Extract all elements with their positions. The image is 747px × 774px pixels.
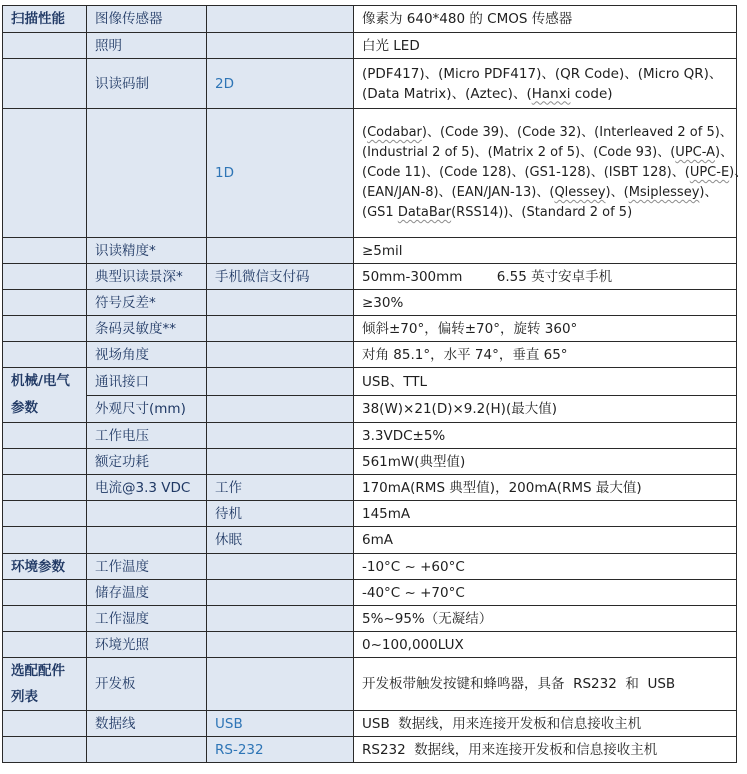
empty-cell (87, 527, 207, 554)
item-value: 38(W)×21(D)×9.2(H)(最大值) (354, 396, 737, 423)
empty-cell (3, 501, 87, 527)
sub-label: USB (207, 711, 354, 737)
item-value: 5%~95%（无凝结） (354, 606, 737, 632)
empty-cell (207, 632, 354, 658)
text-span: DataBar (397, 205, 452, 220)
sub-label: 1D (207, 109, 354, 238)
value-line (362, 84, 736, 104)
item-value: 像素为 640*480 的 CMOS 传感器 (354, 6, 737, 33)
table-row (3, 396, 737, 423)
empty-cell (87, 501, 207, 527)
item-value: ≥5mil (354, 238, 737, 264)
category-line: 选配配件 (11, 663, 65, 679)
table-row (3, 59, 737, 109)
item-value-2d (354, 59, 737, 109)
item-label: 视场角度 (87, 342, 207, 368)
table-row (3, 501, 737, 527)
item-label: 环境光照 (87, 632, 207, 658)
item-value: 561mW(典型值) (354, 449, 737, 475)
item-value: 170mA(RMS 典型值)，200mA(RMS 最大值) (354, 475, 737, 501)
item-label: 通讯接口 (87, 368, 207, 396)
item-label: 条码灵敏度** (87, 316, 207, 342)
empty-cell (3, 59, 87, 109)
text-span: Codabar (367, 125, 422, 140)
empty-cell (87, 737, 207, 763)
empty-cell (87, 109, 207, 238)
item-value: 145mA (354, 501, 737, 527)
item-label: 储存温度 (87, 580, 207, 606)
empty-cell (207, 606, 354, 632)
item-label: 符号反差* (87, 290, 207, 316)
table-row (3, 711, 737, 737)
empty-cell (3, 527, 87, 554)
table-row (3, 580, 737, 606)
item-value: RS232 数据线，用来连接开发板和信息接收主机 (354, 737, 737, 763)
empty-cell (3, 316, 87, 342)
item-value: -10°C ~ +60°C (354, 554, 737, 580)
empty-cell (207, 396, 354, 423)
table-row (3, 368, 737, 396)
table-row (3, 238, 737, 264)
table-row (3, 527, 737, 554)
value-line (362, 203, 736, 223)
empty-cell (207, 33, 354, 59)
value-line (362, 183, 736, 203)
item-label: 识读码制 (87, 59, 207, 109)
text-span: (EAN/JAN-8)、(EAN/JAN-13)、( (362, 185, 555, 200)
text-span: code) (570, 85, 613, 102)
item-value: 倾斜±70°，偏转±70°，旋转 360° (354, 316, 737, 342)
text-span: (Data Matrix)、(Aztec)、( (362, 85, 532, 102)
item-label: 工作温度 (87, 554, 207, 580)
text-span: )、( (605, 185, 629, 200)
text-span: (Code 11)、(Code 128)、(GS1-128)、(ISBT 128)、( (362, 165, 690, 180)
category-scan: 扫描性能 (3, 6, 87, 33)
category-line: 参数 (11, 400, 38, 416)
text-span: (RSS14))、(Standard 2 of 5) (451, 205, 633, 220)
empty-cell (3, 423, 87, 449)
item-value: 开发板带触发按键和蜂鸣器，具备 RS232 和 USB (354, 658, 737, 711)
value-line (362, 143, 736, 163)
text-span: )、 (729, 165, 747, 180)
item-label: 外观尺寸(mm) (87, 396, 207, 423)
sub-label: RS-232 (207, 737, 354, 763)
table-row (3, 290, 737, 316)
empty-cell (3, 580, 87, 606)
table-row (3, 423, 737, 449)
sub-label: 待机 (207, 501, 354, 527)
table-row (3, 33, 737, 59)
value-line (362, 163, 747, 183)
table-row (3, 632, 737, 658)
empty-cell (3, 606, 87, 632)
table-row (3, 554, 737, 580)
empty-cell (3, 449, 87, 475)
empty-cell (207, 290, 354, 316)
table-row (3, 316, 737, 342)
table-row (3, 658, 737, 711)
text-span: ( (362, 125, 368, 140)
table-row (3, 475, 737, 501)
item-label: 额定功耗 (87, 449, 207, 475)
empty-cell (3, 290, 87, 316)
empty-cell (207, 423, 354, 449)
text-span: UPC-A (675, 145, 716, 160)
empty-cell (207, 316, 354, 342)
item-value: USB 数据线，用来连接开发板和信息接收主机 (354, 711, 737, 737)
empty-cell (3, 711, 87, 737)
text-span: Hanxi (531, 85, 571, 102)
table-row (3, 6, 737, 33)
empty-cell (207, 238, 354, 264)
empty-cell (3, 238, 87, 264)
item-label: 典型识读景深* (87, 264, 207, 290)
table-row (3, 737, 737, 763)
sub-label: 手机微信支付码 (207, 264, 354, 290)
sub-label: 2D (207, 59, 354, 109)
item-value: 对角 85.1°，水平 74°，垂直 65° (354, 342, 737, 368)
item-label: 开发板 (87, 658, 207, 711)
item-label: 电流@3.3 VDC (87, 475, 207, 501)
text-span: )、(Code 39)、(Code 32)、(Interleaved 2 of 5)、 (421, 125, 733, 140)
empty-cell (3, 342, 87, 368)
category-line: 列表 (11, 689, 38, 705)
empty-cell (207, 580, 354, 606)
item-value: 3.3VDC±5% (354, 423, 737, 449)
item-value: 6mA (354, 527, 737, 554)
item-label: 照明 (87, 33, 207, 59)
text-span: UPC-E (689, 165, 730, 180)
empty-cell (207, 368, 354, 396)
value-line: (PDF417)、(Micro PDF417)、(QR Code)、(Micro QR)、 (362, 65, 723, 82)
item-value: ≥30% (354, 290, 737, 316)
spec-table (2, 5, 747, 763)
text-span: )、 (715, 145, 734, 160)
empty-cell (3, 109, 87, 238)
value-line (362, 123, 736, 143)
item-value-1d (354, 109, 747, 238)
item-value: 50mm-300mm 6.55 英寸安卓手机 (354, 264, 737, 290)
empty-cell (207, 449, 354, 475)
table-row (3, 342, 737, 368)
empty-cell (3, 475, 87, 501)
empty-cell (3, 632, 87, 658)
sub-label: 工作 (207, 475, 354, 501)
item-value: -40°C ~ +70°C (354, 580, 737, 606)
empty-cell (3, 737, 87, 763)
item-label: 工作湿度 (87, 606, 207, 632)
item-label: 识读精度* (87, 238, 207, 264)
category-accessories (3, 658, 87, 711)
empty-cell (3, 264, 87, 290)
table-row (3, 449, 737, 475)
table-row (3, 109, 737, 238)
empty-cell (207, 6, 354, 33)
item-label: 图像传感器 (87, 6, 207, 33)
empty-cell (207, 658, 354, 711)
item-value: 0~100,000LUX (354, 632, 737, 658)
empty-cell (207, 554, 354, 580)
table-row (3, 606, 737, 632)
category-line: 机械/电气 (11, 373, 70, 389)
sub-label: 休眠 (207, 527, 354, 554)
table-row (3, 264, 737, 290)
text-span: Msiplessey (628, 185, 700, 200)
item-value: 白光 LED (354, 33, 737, 59)
text-span: Qlessey (554, 185, 606, 200)
item-value: USB、TTL (354, 368, 737, 396)
empty-cell (207, 342, 354, 368)
text-span: )、 (699, 185, 718, 200)
text-span: (GS1 (362, 205, 398, 220)
item-label: 工作电压 (87, 423, 207, 449)
empty-cell (3, 33, 87, 59)
item-label: 数据线 (87, 711, 207, 737)
category-env: 环境参数 (3, 554, 87, 580)
category-mech (3, 368, 87, 423)
text-span: (Industrial 2 of 5)、(Matrix 2 of 5)、(Code 93)、( (362, 145, 676, 160)
